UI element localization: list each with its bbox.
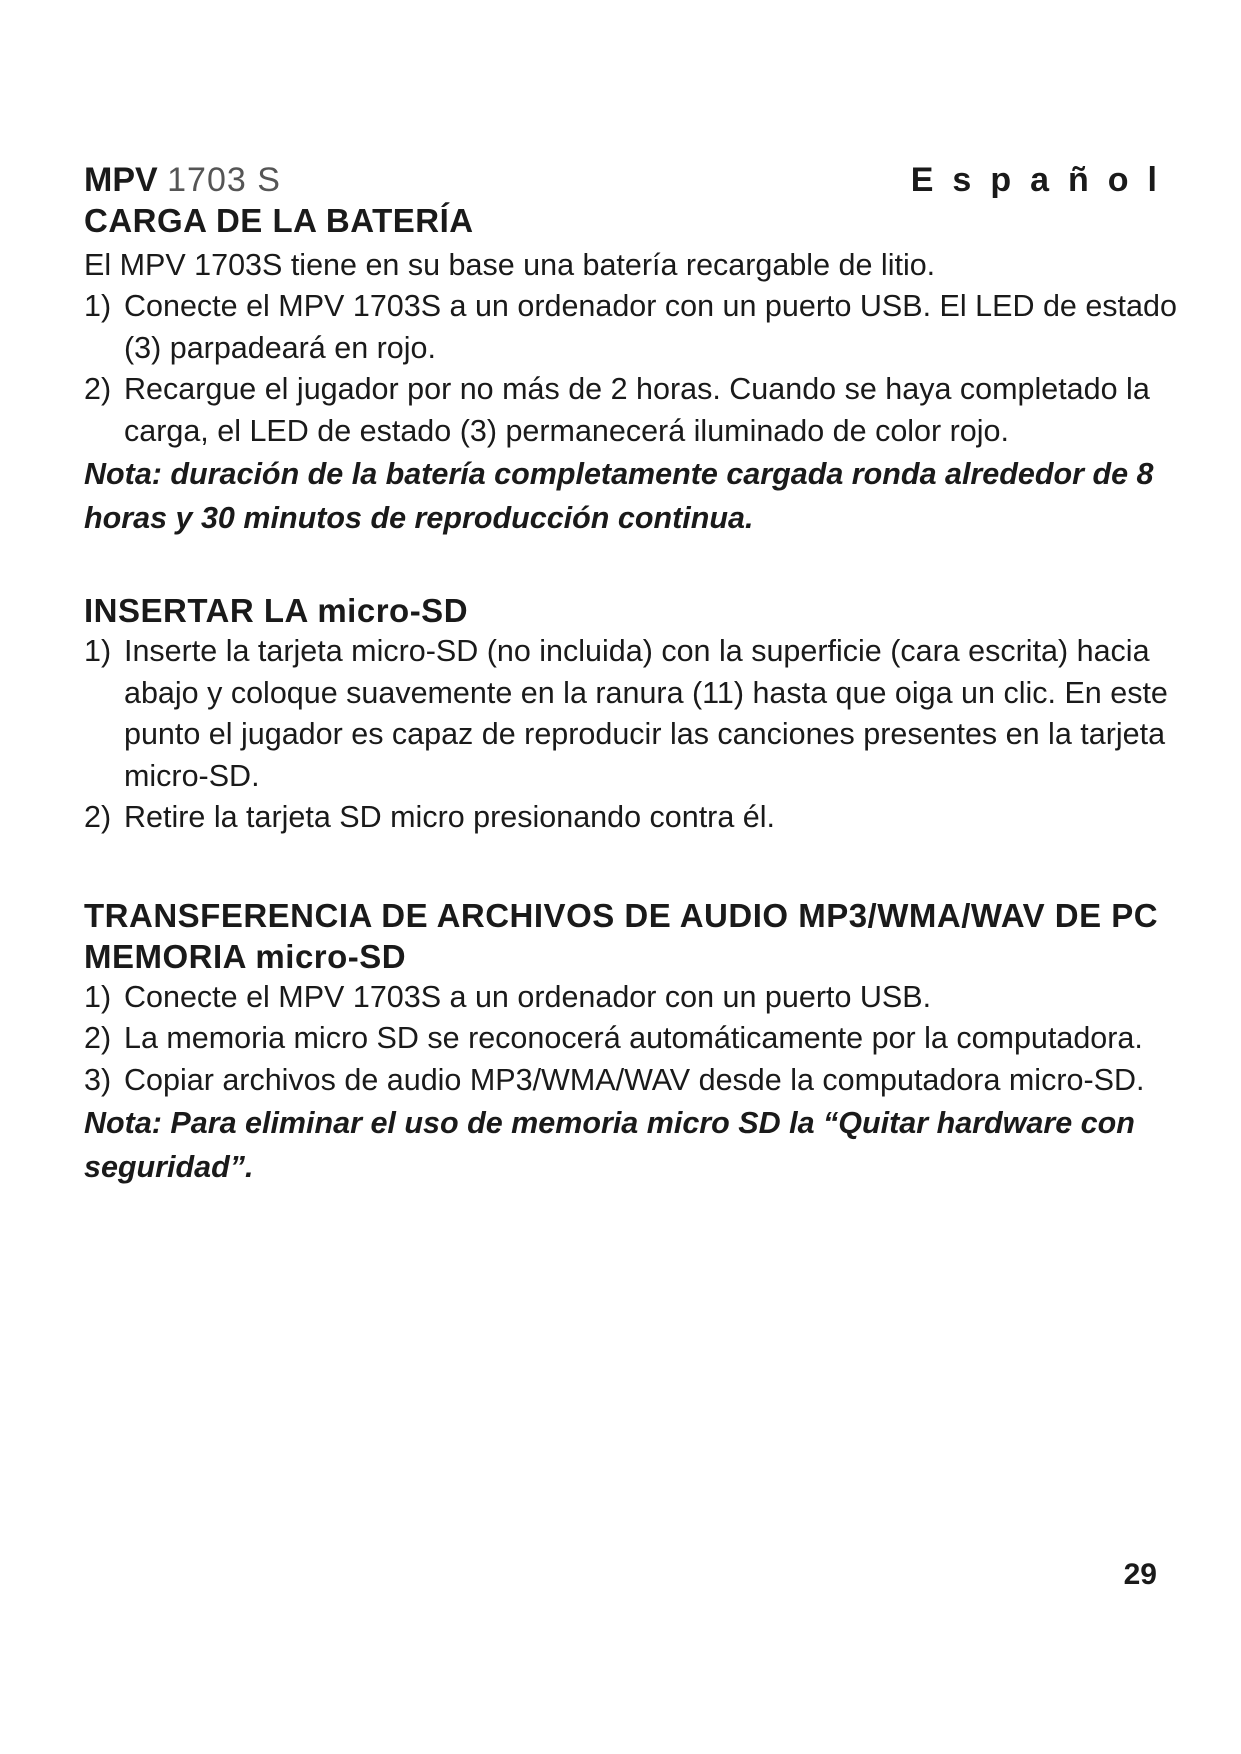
step-text: Conecte el MPV 1703S a un ordenador con un puerto USB. El LED de estado (3) parpadeará en rojo. — [124, 289, 1177, 365]
page-number: 29 — [1123, 1558, 1157, 1591]
step-number: 1) — [84, 979, 112, 1014]
transfer-section-title: TRANSFERENCIA DE ARCHIVOS DE AUDIO MP3/WMA/WAV DE PC MEMORIA micro-SD — [84, 896, 1159, 975]
battery-note: Nota: duración de la batería completamente cargada ronda alrededor de 8 horas y 30 minutos de reproducción continua. — [84, 457, 1154, 535]
step-text: Copiar archivos de audio MP3/WMA/WAV desde la computadora micro-SD. — [124, 1062, 1145, 1097]
list-item — [84, 1060, 1194, 1102]
list-item — [84, 369, 1194, 452]
battery-intro: El MPV 1703S tiene en su base una batería recargable de litio. — [84, 248, 936, 282]
step-number: 1) — [84, 634, 112, 668]
list-item — [84, 631, 1194, 797]
battery-section-title: CARGA DE LA BATERÍA — [84, 202, 474, 239]
step-text: La memoria micro SD se reconocerá automáticamente por la computadora. — [124, 1021, 1143, 1055]
list-item — [84, 977, 1194, 1019]
microsd-steps — [84, 631, 1194, 839]
page-content — [84, 200, 1194, 1189]
step-text: Retire la tarjeta SD micro presionando contra él. — [124, 800, 775, 834]
list-item — [84, 286, 1194, 369]
step-text: Inserte la tarjeta micro-SD (no incluida) con la superficie (cara escrita) hacia abajo y coloque suavemente en la ranura (11) hasta que oiga un clic. En este punto el jugador es capaz de reproducir las canciones presentes en la tarjeta micro-SD. — [124, 634, 1168, 793]
step-number: 2) — [84, 1021, 112, 1055]
list-item — [84, 1018, 1194, 1060]
transfer-steps — [84, 977, 1194, 1102]
transfer-note: Nota: Para eliminar el uso de memoria micro SD la “Quitar hardware con seguridad”. — [84, 1106, 1135, 1184]
step-text: Recargue el jugador por no más de 2 horas. Cuando se haya completado la carga, el LED de estado (3) permanecerá iluminado de color rojo. — [124, 372, 1150, 448]
model-name-bold: MPV — [84, 161, 158, 199]
language-label: Español — [910, 161, 1176, 199]
microsd-section-title: INSERTAR LA micro-SD — [84, 592, 469, 629]
step-number: 1) — [84, 289, 112, 323]
step-number: 2) — [84, 372, 112, 406]
step-text: Conecte el MPV 1703S a un ordenador con un puerto USB. — [124, 979, 932, 1014]
step-number: 3) — [84, 1062, 112, 1097]
battery-steps — [84, 286, 1194, 452]
step-number: 2) — [84, 800, 112, 834]
list-item — [84, 797, 1194, 839]
model-name — [84, 160, 281, 200]
model-name-number: 1703 S — [167, 161, 281, 199]
